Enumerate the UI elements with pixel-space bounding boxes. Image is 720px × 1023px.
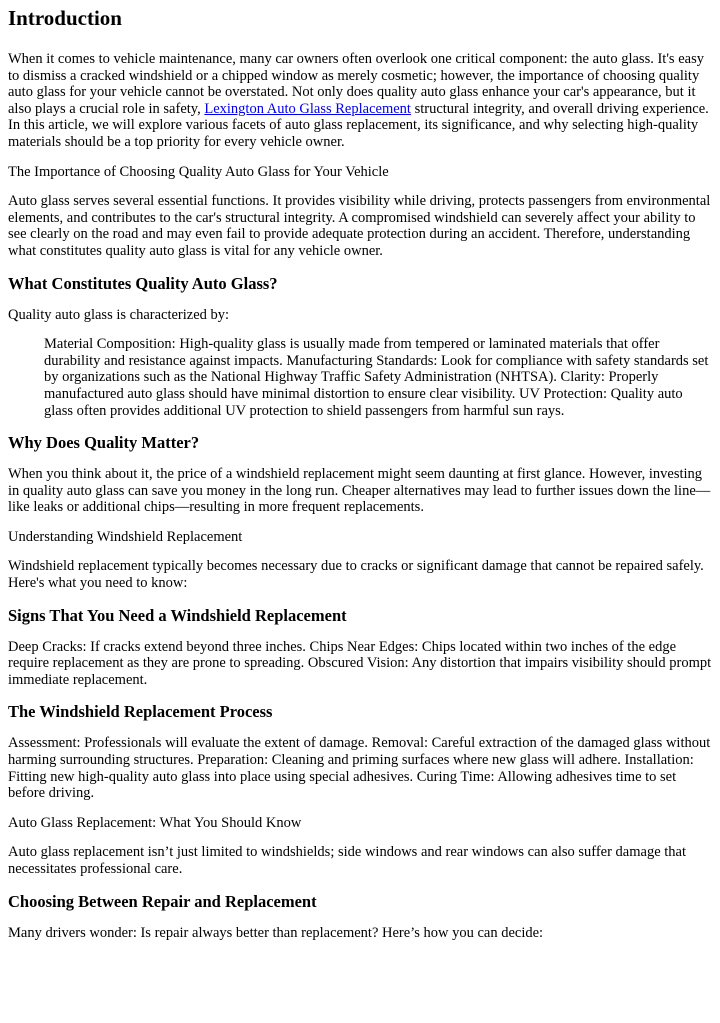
quality-heading: What Constitutes Quality Auto Glass? [8, 273, 278, 293]
importance-paragraph: Auto glass serves several essential functions. It provides visibility while driving, protects passengers from environmental elements, and contributes to the car's structural integrity. A compromised windshield can severely affect your ability to see clearly on the road and may even fail to provide adequate protection during an accident. Therefore, understanding what constitutes quality auto glass is vital for any vehicle owner. [8, 193, 711, 259]
intro-text-after-link: structural integrity, and overall driving experience. In this article, we will explore various facets of auto glass replacement, its significance, and why selecting high-quality materials should be a top priority for every vehicle owner. [8, 100, 709, 150]
page-title: Introduction [8, 6, 122, 30]
importance-heading: The Importance of Choosing Quality Auto Glass for Your Vehicle [8, 163, 389, 180]
choosing-paragraph: Many drivers wonder: Is repair always better than replacement? Here’s how you can decide: [8, 924, 544, 941]
process-heading: The Windshield Replacement Process [8, 702, 273, 722]
choosing-heading: Choosing Between Repair and Replacement [8, 891, 317, 911]
signs-paragraph: Deep Cracks: If cracks extend beyond three inches. Chips Near Edges: Chips located within two inches of the edge require replacement as they are prone to spreading. Obscured Vision: Any distortion that impairs visibility should prompt immediate replacement. [8, 638, 712, 688]
quality-criteria-quote: Material Composition: High-quality glass is usually made from tempered or laminated materials that offer durability and resistance against impacts. Manufacturing Standards: Look for compliance with safety standards set by organizations such as the National Highway Traffic Safety Administration (NHTSA). Clarity: Properly manufactured auto glass should have minimal distortion to ensure clear visibility. UV Protection: Quality auto glass often provides additional UV protection to shield passengers from harmful sun rays. [44, 336, 709, 419]
why-quality-paragraph: When you think about it, the price of a windshield replacement might seem daunting at first glance. However, investing in quality auto glass can save you money in the long run. Cheaper alternatives may lead to further issues down the line—like leaks or additional chips—resulting in more frequent replacements. [8, 466, 711, 516]
why-quality-heading: Why Does Quality Matter? [8, 433, 200, 453]
process-paragraph: Assessment: Professionals will evaluate the extent of damage. Removal: Careful extraction of the damaged glass without harming surrounding structures. Preparation: Cleaning and priming surfaces where new glass will adhere. Installation: Fitting new high-quality auto glass into place using special adhesives. Curing Time: Allowing adhesives time to set before driving. [8, 735, 711, 802]
understanding-paragraph: Windshield replacement typically becomes necessary due to cracks or significant damage that cannot be repaired safely. Here's what you need to know: [8, 558, 704, 592]
intro-paragraph [8, 51, 713, 151]
lexington-auto-glass-link[interactable]: Lexington Auto Glass Replacement [204, 100, 411, 117]
article [0, 6, 720, 941]
replacement-paragraph: Auto glass replacement isn’t just limited to windshields; side windows and rear windows can also suffer damage that necessitates professional care. [8, 844, 687, 877]
understanding-heading: Understanding Windshield Replacement [8, 528, 243, 545]
replacement-heading: Auto Glass Replacement: What You Should Know [8, 814, 302, 831]
intro-text-before-link: When it comes to vehicle maintenance, many car owners often overlook one critical component: the auto glass. It's easy to dismiss a cracked windshield or a chipped window as merely cosmetic; however, the importance of choosing quality auto glass for your vehicle cannot be overstated. Not only does quality auto glass enhance your car's appearance, but it also plays a crucial role in safety, [8, 51, 704, 117]
quality-intro: Quality auto glass is characterized by: [8, 306, 230, 323]
signs-heading: Signs That You Need a Windshield Replacement [8, 605, 347, 625]
